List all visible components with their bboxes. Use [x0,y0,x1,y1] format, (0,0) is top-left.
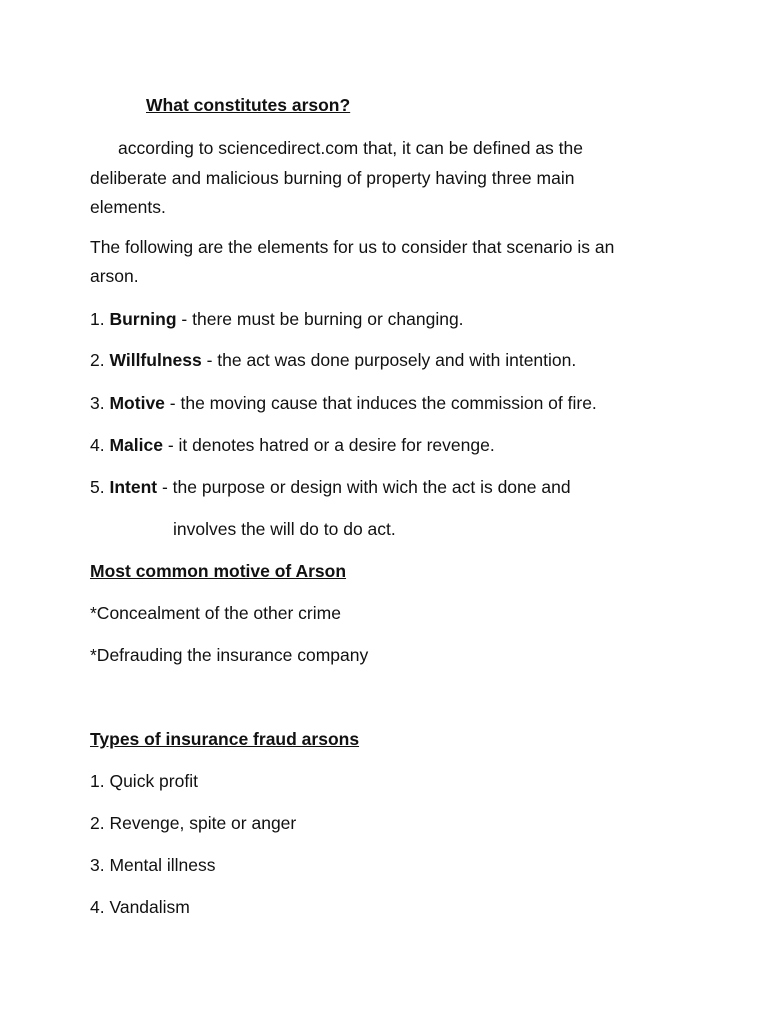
element-item [90,479,571,497]
intent-continuation: involves the will do to do act. [173,519,396,539]
fraud-type-item: 2. Revenge, spite or anger [90,813,297,833]
intro-line: deliberate and malicious burning of property having three main [90,168,575,188]
fraud-type-item: 1. Quick profit [90,771,198,791]
element-term: Burning [109,309,177,329]
element-term: Motive [109,393,165,413]
element-number: 5. [90,477,105,497]
following-line: arson. [90,266,139,286]
element-description: - the act was done purposely and with intention. [201,350,577,370]
element-description: - the moving cause that induces the commission of fire. [164,393,597,413]
element-item [90,437,495,455]
element-description: - there must be burning or changing. [176,309,464,329]
fraud-heading: Types of insurance fraud arsons [90,729,360,749]
element-item [90,311,464,329]
motive-item: *Defrauding the insurance company [90,645,369,665]
element-description: - it denotes hatred or a desire for revenge. [162,435,495,455]
element-number: 1. [90,309,105,329]
element-number: 2. [90,350,105,370]
fraud-type-item: 4. Vandalism [90,897,190,917]
fraud-type-item: 3. Mental illness [90,855,216,875]
motive-heading: Most common motive of Arson [90,561,347,581]
intro-line: elements. [90,197,166,217]
motive-item: *Concealment of the other crime [90,603,341,623]
intro-line: according to sciencedirect.com that, it can be defined as the [118,138,583,158]
element-number: 3. [90,393,105,413]
following-line: The following are the elements for us to consider that scenario is an [90,237,615,257]
element-item [90,352,576,370]
element-description: - the purpose or design with wich the act is done and [157,477,571,497]
element-number: 4. [90,435,105,455]
element-term: Malice [109,435,163,455]
element-term: Willfulness [109,350,202,370]
document-title: What constitutes arson? [146,95,351,115]
element-term: Intent [109,477,158,497]
element-item [90,395,597,413]
